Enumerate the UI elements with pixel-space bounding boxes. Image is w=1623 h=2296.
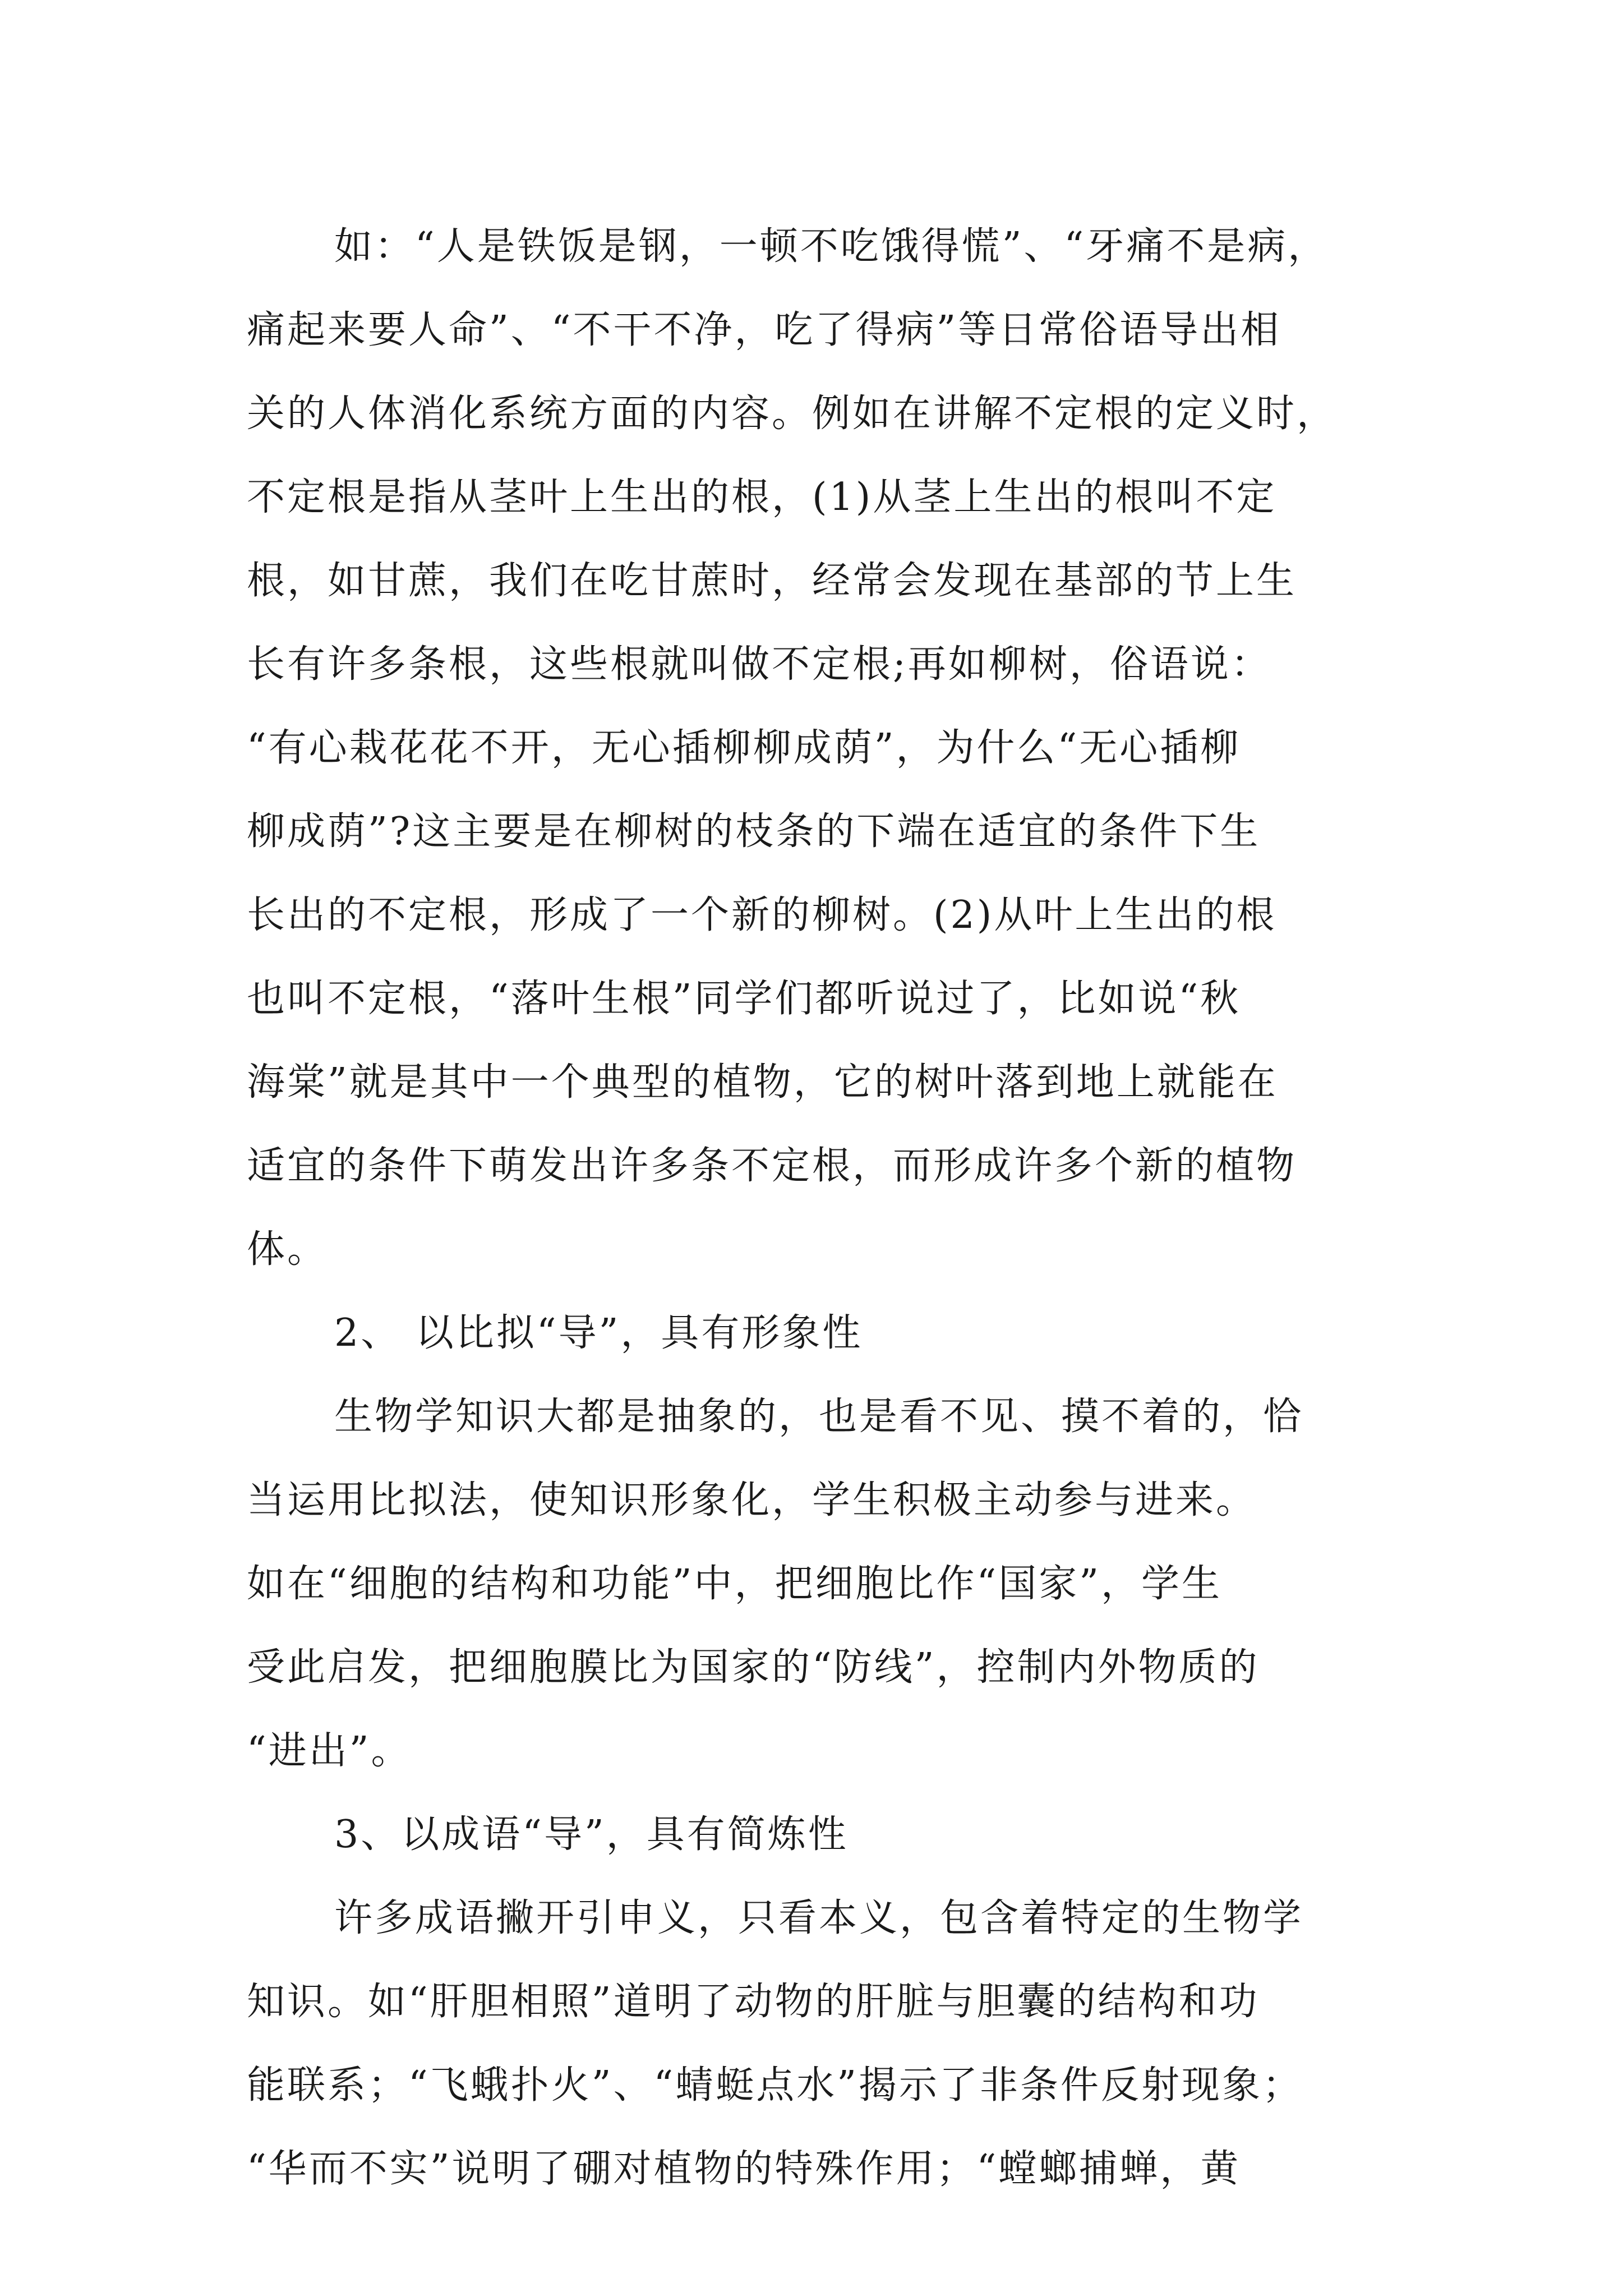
text-line: 许多成语撇开引申义，只看本义，包含着特定的生物学 bbox=[334, 1896, 1304, 1940]
text-line: 根，如甘蔗，我们在吃甘蔗时，经常会发现在基部的节上生 bbox=[247, 559, 1297, 603]
text-line: 当运用比拟法，使知识形象化，学生积极主动参与进来。 bbox=[247, 1478, 1257, 1522]
text-line: “进出”。 bbox=[247, 1729, 412, 1773]
text-line: 生物学知识大都是抽象的，也是看不见、摸不着的，恰 bbox=[334, 1395, 1304, 1439]
text-line: 长有许多条根，这些根就叫做不定根;再如柳树，俗语说： bbox=[247, 642, 1271, 687]
text-line: 关的人体消化系统方面的内容。例如在讲解不定根的定义时， bbox=[247, 392, 1338, 436]
body-text bbox=[247, 205, 1430, 2211]
text-line: 适宜的条件下萌发出许多条不定根，而形成许多个新的植物 bbox=[247, 1144, 1297, 1188]
text-line: “有心栽花花不开，无心插柳柳成荫”，为什么“无心插柳 bbox=[247, 726, 1241, 770]
text-line: 能联系；“飞蛾扑火”、“蜻蜓点水”揭示了非条件反射现象； bbox=[247, 2063, 1303, 2108]
text-line: 海棠”就是其中一个典型的植物，它的树叶落到地上就能在 bbox=[247, 1060, 1278, 1105]
text-line: “华而不实”说明了硼对植物的特殊作用；“螳螂捕蝉，黄 bbox=[247, 2147, 1241, 2191]
section-heading: 2、 以比拟“导”，具有形象性 bbox=[334, 1311, 863, 1355]
text-line: 体。 bbox=[247, 1227, 328, 1272]
text-line: 柳成荫”?这主要是在柳树的枝条的下端在适宜的条件下生 bbox=[247, 809, 1261, 854]
text-line: 如在“细胞的结构和功能”中，把细胞比作“国家”，学生 bbox=[247, 1562, 1223, 1606]
text-line: 知识。如“肝胆相照”道明了动物的肝脏与胆囊的结构和功 bbox=[247, 1980, 1260, 2024]
text-line: 也叫不定根，“落叶生根”同学们都听说过了，比如说“秋 bbox=[247, 977, 1241, 1021]
text-line: 受此启发，把细胞膜比为国家的“防线”，控制内外物质的 bbox=[247, 1645, 1260, 1690]
text-line: 不定根是指从茎叶上生出的根，(1)从茎上生出的根叫不定 bbox=[247, 475, 1277, 519]
text-line: 长出的不定根，形成了一个新的柳树。(2)从叶上生出的根 bbox=[247, 893, 1277, 937]
section-heading: 3、以成语“导”，具有简炼性 bbox=[334, 1812, 849, 1857]
text-line: 痛起来要人命”、“不干不净，吃了得病”等日常俗语导出相 bbox=[247, 308, 1281, 352]
text-line: 如：“人是铁饭是钢，一顿不吃饿得慌”、“牙痛不是病， bbox=[334, 224, 1329, 269]
